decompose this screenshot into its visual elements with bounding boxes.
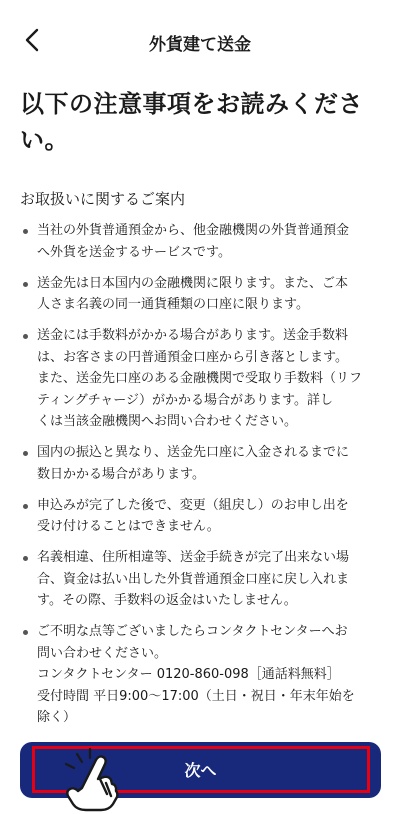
notice-text-line: 問い合わせください。 [37, 645, 168, 661]
bullet-icon [23, 630, 28, 635]
bullet-icon [23, 229, 28, 234]
notice-text-line: 送金先は日本国内の金融機関に限ります。また、ご本 [37, 275, 348, 291]
notice-text-line: 当社の外貨普通預金から、他金融機関の外貨普通預金 [37, 223, 350, 238]
notice-text-line: ご不明な点等ございましたらコンタクトセンターへお [37, 624, 348, 639]
notice-text-line: へ外貨を送金するサービスです。 [37, 244, 231, 260]
notice-text-line: す。その際、手数料の返金はいたしません。 [37, 593, 297, 608]
notice-text-line: 受け付けることはできません。 [37, 519, 220, 534]
notice-item [20, 547, 382, 612]
notice-text-line: 合、資金は払い出した外貨普通預金口座に戻し入れま [37, 571, 350, 587]
notice-text-line: 人さま名義の同一通貨種類の口座に限ります。 [37, 297, 309, 312]
notice-text-line: 国内の振込と異なり、送金先口座に入金されるまでに [37, 445, 350, 460]
next-button-label: 次へ [184, 761, 217, 780]
notice-text-line: 名義相違、住所相違等、送金手続きが完了出来ない場 [37, 550, 350, 565]
notice-item [20, 273, 382, 316]
notice-text-line: 送金には手数料がかかる場合があります。送金手数料 [37, 328, 348, 343]
header-title: 外貨建て送金 [149, 35, 251, 55]
bullet-icon [23, 504, 28, 509]
pointing-hand-icon [60, 746, 120, 812]
notice-text-line: は、お客さまの円普通預金口座から引き落とします。 [37, 349, 348, 365]
bullet-icon [23, 556, 28, 561]
notice-item [20, 621, 382, 729]
notice-text-line: 数日かかる場合があります。 [37, 466, 205, 482]
notice-item [20, 325, 382, 433]
page-title: 以下の注意事項をお読みください。 [20, 90, 363, 154]
bullet-icon [23, 282, 28, 287]
bullet-icon [23, 334, 28, 339]
bullet-icon [23, 451, 28, 456]
notice-list [20, 220, 382, 738]
notice-text-line: くは当該金融機関へお問い合わせください。 [37, 414, 298, 429]
notice-text-line: ティングチャージ）がかかる場合があります。詳し [37, 392, 334, 408]
notice-item [20, 442, 382, 485]
notice-item [20, 220, 382, 263]
notice-text-line: 受付時間 平日9:00〜17:00（土日・祝日・年末年始を [37, 688, 355, 704]
notice-text-line: コンタクトセンター 0120-860-098［通話料無料］ [37, 667, 340, 682]
notice-item [20, 495, 382, 538]
notice-text-line: 申込みが完了した後で、変更（組戻し）のお申し出を [37, 497, 349, 513]
app-header [0, 0, 400, 80]
notice-text-line: また、送金先口座のある金融機関で受取り手数料（リフ [37, 371, 363, 386]
notice-text-line: 除く） [37, 710, 77, 725]
section-title: お取扱いに関するご案内 [20, 190, 186, 208]
